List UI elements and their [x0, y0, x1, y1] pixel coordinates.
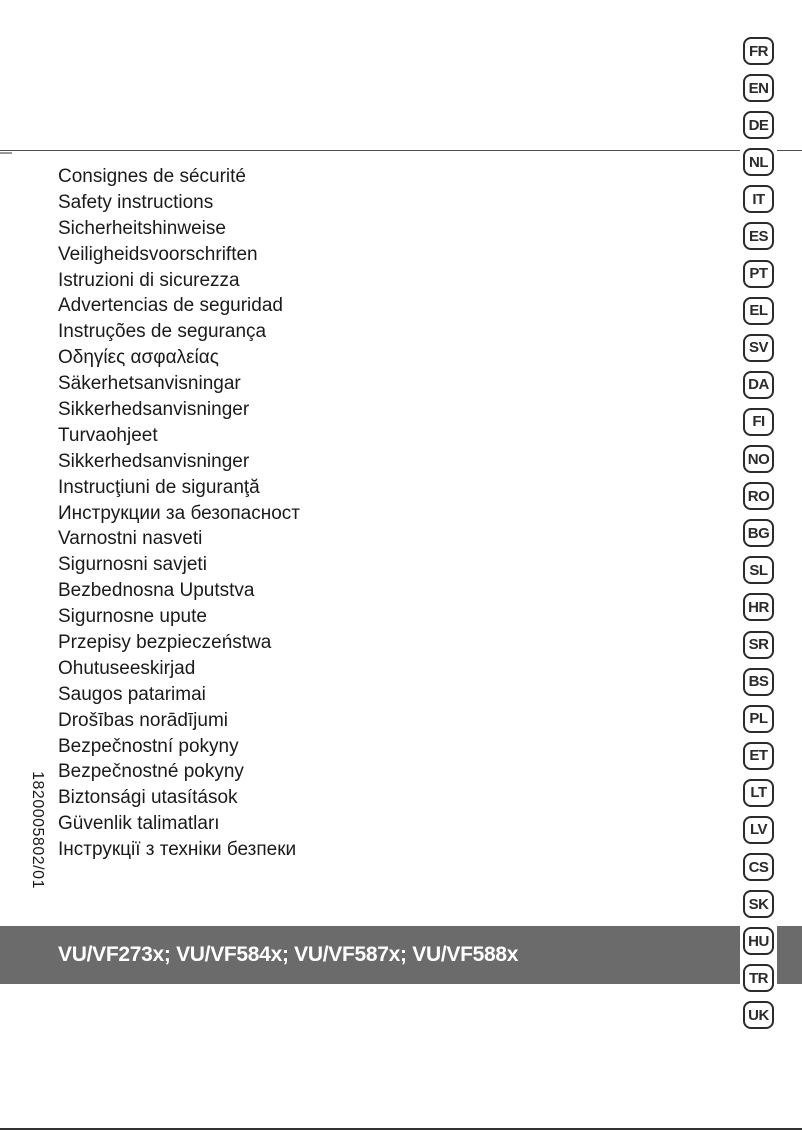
safety-title-ro: Instrucţiuni de siguranţă: [58, 476, 260, 498]
safety-title-lv: Drošības norādījumi: [58, 709, 229, 731]
language-badge-lt[interactable]: LT: [743, 779, 774, 807]
top-divider: [0, 150, 740, 151]
language-badge-hr[interactable]: HR: [743, 593, 774, 621]
language-badge-uk[interactable]: UK: [743, 1001, 774, 1029]
safety-title-it: Istruzioni di sicurezza: [58, 269, 240, 291]
safety-title-el: Οδηγίες ασφαλείας: [58, 347, 219, 369]
safety-title-es: Advertencias de seguridad: [58, 295, 283, 317]
safety-title-cs: Bezpečnostní pokyny: [58, 735, 239, 757]
language-badge-pl[interactable]: PL: [743, 705, 774, 733]
safety-title-sk: Bezpečnostné pokyny: [58, 761, 244, 783]
safety-title-lt: Saugos patarimai: [58, 683, 206, 705]
safety-title-bg: Инструкции за безопасност: [58, 502, 300, 524]
safety-title-no: Sikkerhedsanvisninger: [58, 450, 250, 472]
safety-title-fr: Consignes de sécurité: [58, 166, 246, 187]
language-badge-da[interactable]: DA: [743, 371, 774, 399]
language-badge-es[interactable]: ES: [743, 222, 774, 250]
top-divider-right: [777, 150, 802, 151]
safety-title-pl: Przepisy bezpieczeństwa: [58, 632, 272, 654]
language-badge-sl[interactable]: SL: [743, 556, 774, 584]
language-badge-ro[interactable]: RO: [743, 482, 774, 510]
safety-title-hu: Biztonsági utasítások: [58, 787, 238, 809]
safety-title-da: Sikkerhedsanvisninger: [58, 399, 250, 421]
safety-title-uk: Інструкції з техніки безпеки: [58, 839, 297, 861]
language-badge-nl[interactable]: NL: [743, 148, 774, 176]
safety-title-sl: Varnostni nasveti: [58, 528, 203, 550]
language-badge-fr[interactable]: FR: [743, 37, 774, 65]
language-badge-pt[interactable]: PT: [743, 260, 774, 288]
language-badge-sk[interactable]: SK: [743, 890, 774, 918]
language-badge-cs[interactable]: CS: [743, 853, 774, 881]
safety-title-pt: Instruções de segurança: [58, 321, 267, 343]
safety-title-sr: Bezbednosna Uputstva: [58, 580, 255, 602]
language-index: [740, 37, 777, 1039]
language-badge-no[interactable]: NO: [743, 445, 774, 473]
language-badge-sr[interactable]: SR: [743, 631, 774, 659]
left-edge-mark: [0, 152, 12, 154]
language-badge-fi[interactable]: FI: [743, 408, 774, 436]
safety-title-hr: Sigurnosni savjeti: [58, 554, 207, 576]
language-badge-hu[interactable]: HU: [743, 927, 774, 955]
model-band-right: [777, 926, 802, 984]
safety-title-nl: Veiligheidsvoorschriften: [58, 243, 258, 265]
safety-title-list: [58, 164, 300, 863]
safety-title-et: Ohutuseeskirjad: [58, 657, 196, 679]
language-badge-sv[interactable]: SV: [743, 334, 774, 362]
language-badge-tr[interactable]: TR: [743, 964, 774, 992]
safety-title-fi: Turvaohjeet: [58, 424, 158, 446]
language-badge-bg[interactable]: BG: [743, 519, 774, 547]
safety-title-tr: Güvenlik talimatları: [58, 813, 220, 835]
language-badge-en[interactable]: EN: [743, 74, 774, 102]
language-badge-de[interactable]: DE: [743, 111, 774, 139]
safety-title-de: Sicherheitshinweise: [58, 217, 226, 239]
language-badge-lv[interactable]: LV: [743, 816, 774, 844]
language-badge-it[interactable]: IT: [743, 185, 774, 213]
safety-title-sv: Säkerhetsanvisningar: [58, 373, 241, 395]
document-code: 1820005802/01: [29, 771, 46, 889]
safety-title-bs: Sigurnosne upute: [58, 606, 207, 628]
language-badge-et[interactable]: ET: [743, 742, 774, 770]
language-badge-el[interactable]: EL: [743, 297, 774, 325]
language-badge-bs[interactable]: BS: [743, 668, 774, 696]
safety-title-en: Safety instructions: [58, 191, 214, 213]
model-numbers: VU/VF273x; VU/VF584x; VU/VF587x; VU/VF588x: [58, 943, 519, 966]
